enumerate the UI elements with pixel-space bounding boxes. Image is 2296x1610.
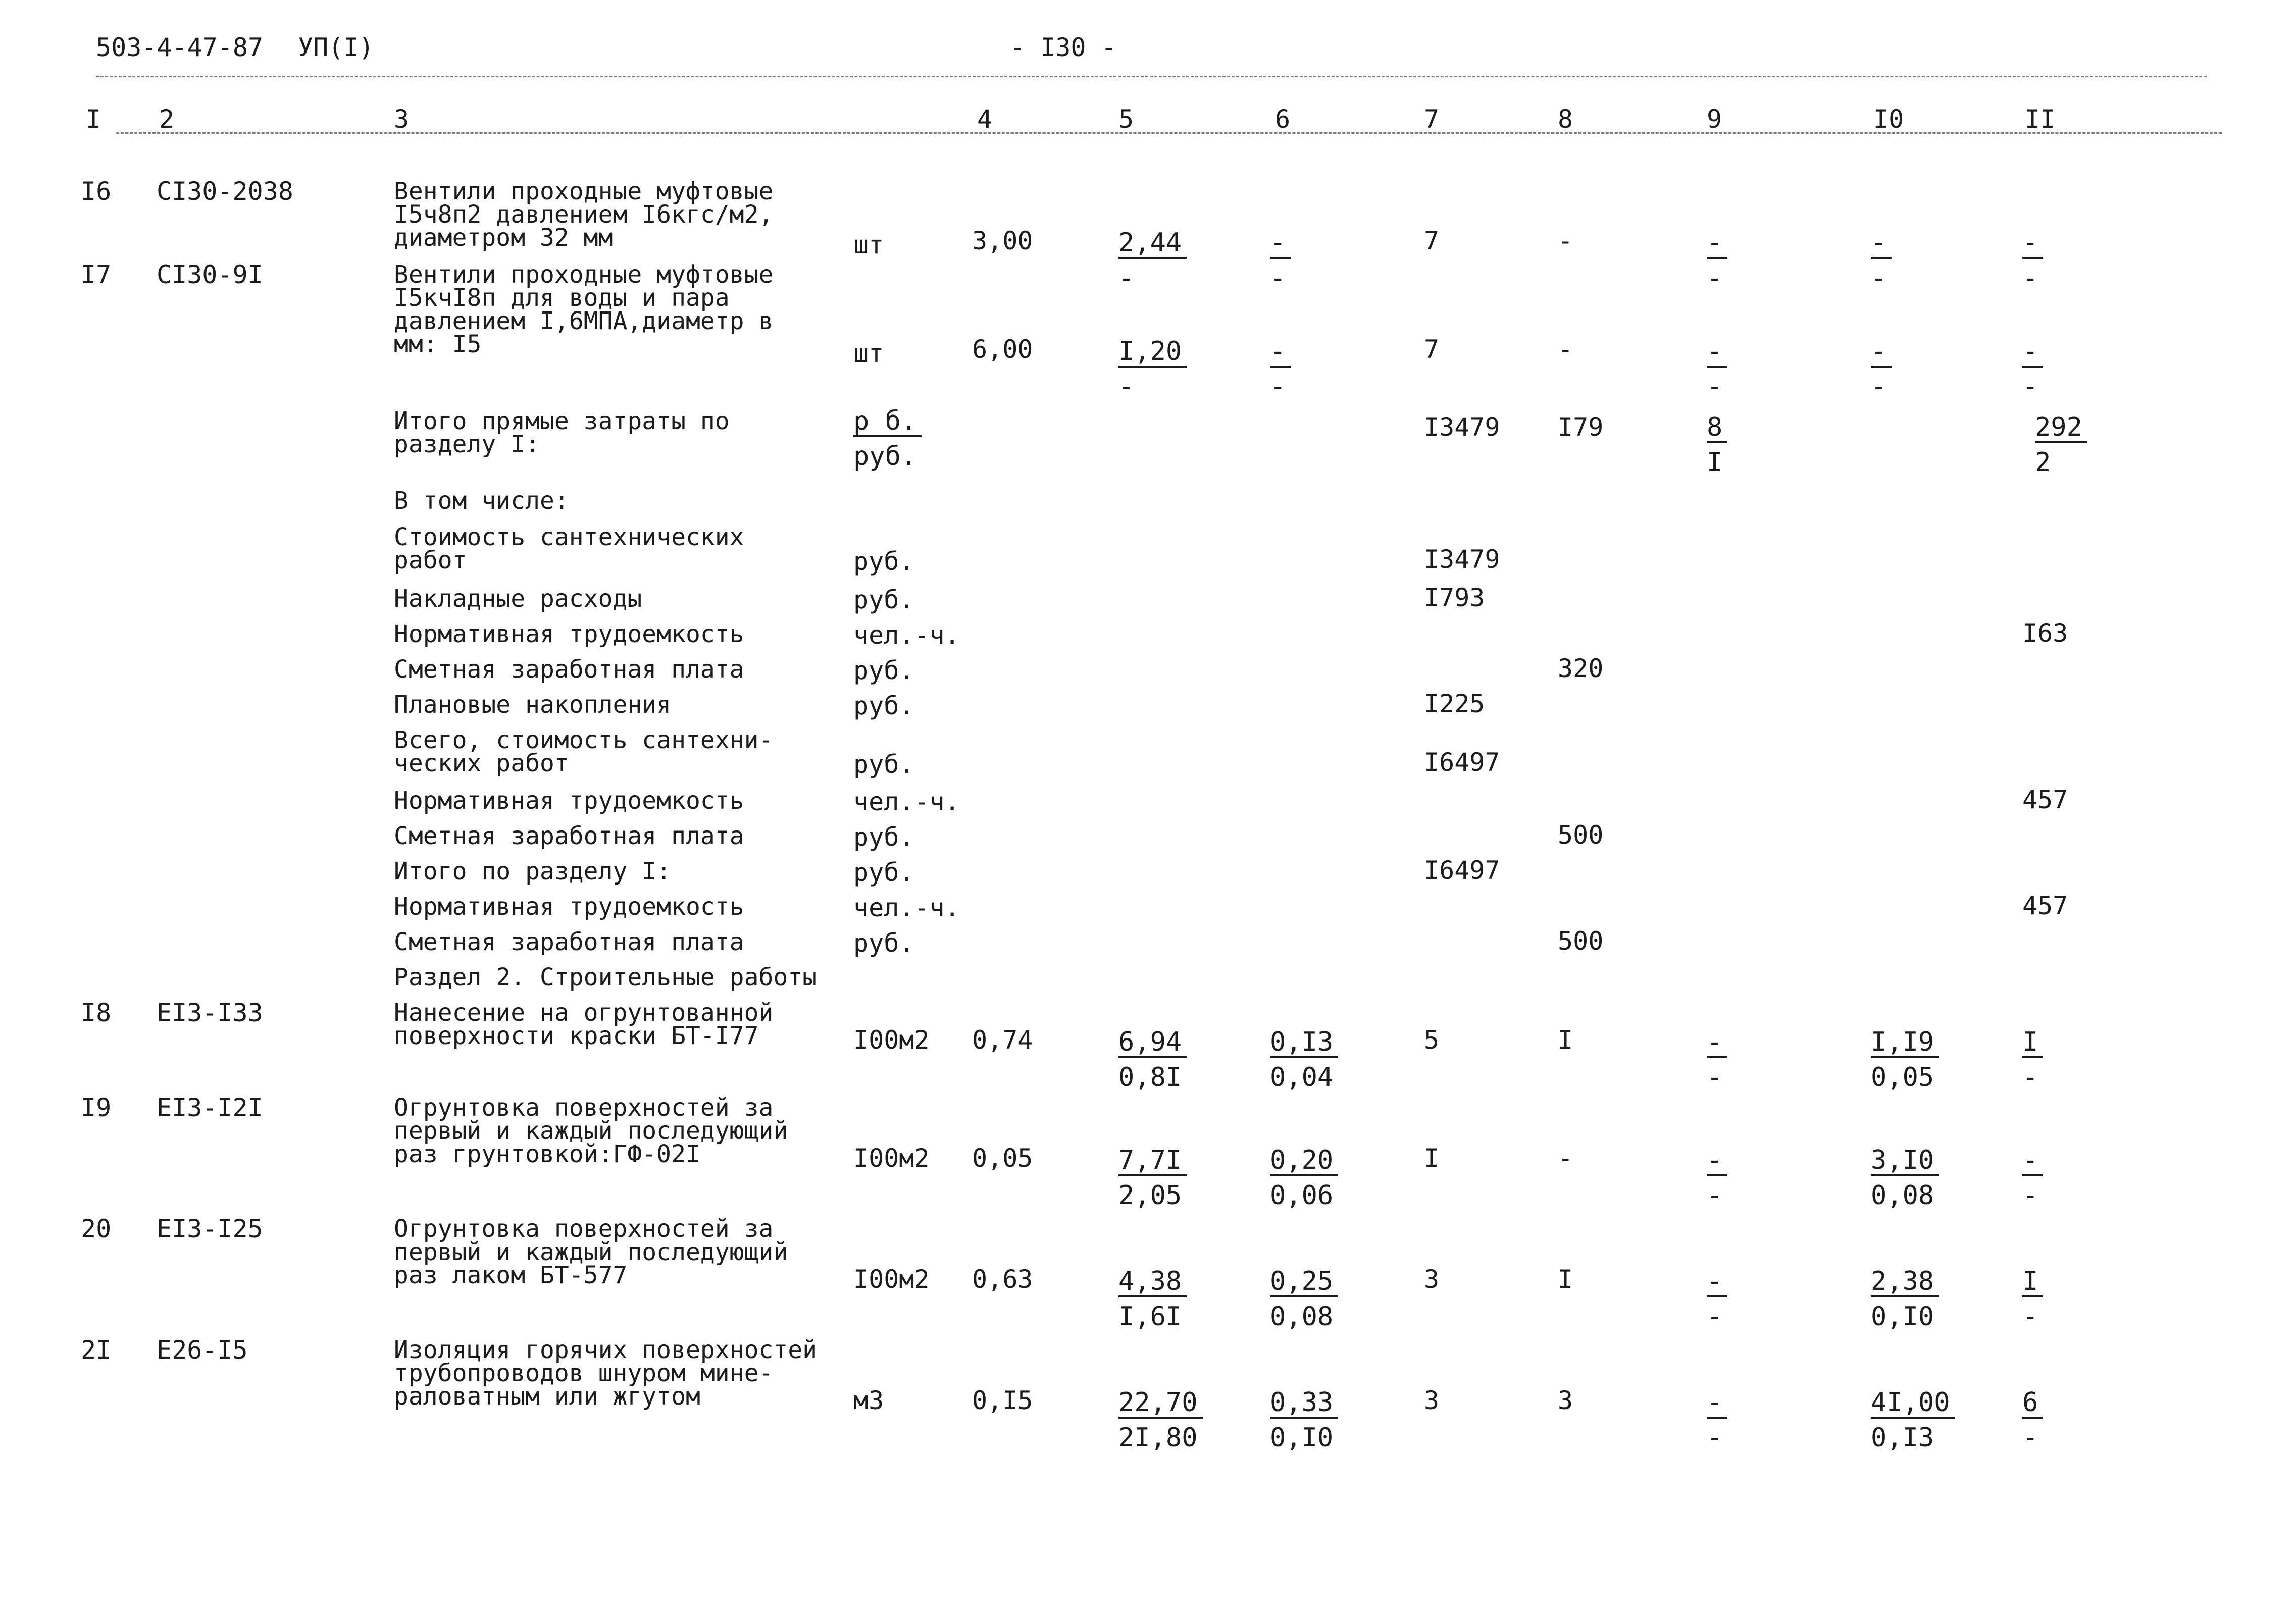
row-unit: I00м2 xyxy=(853,1265,930,1294)
row-col9-denominator: - xyxy=(1707,263,1723,293)
row-col5 xyxy=(1118,337,1187,401)
summary-label-line: Итого по разделу I: xyxy=(394,857,672,886)
row-col5-numerator: 22,70 xyxy=(1118,1388,1203,1419)
row-number: 2I xyxy=(81,1335,112,1365)
row-col7: 7 xyxy=(1424,335,1440,364)
row-description-line: первый и каждый последующий xyxy=(394,1117,788,1145)
row-unit: шт xyxy=(853,339,884,368)
row-col6-denominator: 0,06 xyxy=(1270,1180,1334,1211)
row-code: EI3-I2I xyxy=(157,1093,263,1122)
header-rule-bottom xyxy=(116,132,2222,134)
summary-col7: I793 xyxy=(1424,583,1485,612)
row-description-line: раз грунтовкой:ГФ-02I xyxy=(394,1140,700,1168)
summary-unit: чел.-ч. xyxy=(853,893,960,922)
row-col5-denominator: - xyxy=(1118,263,1135,293)
row-col8: - xyxy=(1558,1144,1573,1173)
row-description-line: I5кчI8п для воды и пара xyxy=(394,284,730,312)
row-col11-numerator: 6 xyxy=(2022,1388,2043,1419)
summary-label-line: Нормативная трудоемкость xyxy=(394,787,744,815)
row-col9-numerator: - xyxy=(1707,337,1727,368)
row-col6 xyxy=(1270,1267,1338,1331)
direct-costs-col11-denominator: 2 xyxy=(2035,447,2051,478)
row-description-line: Огрунтовка поверхностей за xyxy=(394,1094,774,1122)
row-col5-denominator: 0,8I xyxy=(1118,1062,1182,1093)
row-col10-denominator: 0,08 xyxy=(1871,1180,1934,1211)
row-col9-denominator: - xyxy=(1707,372,1723,402)
row-quantity: 0,63 xyxy=(972,1265,1033,1294)
row-number: I7 xyxy=(81,260,112,289)
row-description-line: раловатным или жгутом xyxy=(394,1382,700,1411)
summary-unit: руб. xyxy=(853,656,914,685)
summary-col7: I225 xyxy=(1424,689,1485,718)
row-col9-numerator: - xyxy=(1707,1388,1727,1419)
row-col10-denominator: 0,05 xyxy=(1871,1062,1934,1093)
row-col5 xyxy=(1118,1146,1187,1210)
row-code: EI3-I25 xyxy=(157,1214,263,1243)
row-description-line: Вентили проходные муфтовые xyxy=(394,177,774,205)
row-col5-numerator: 7,7I xyxy=(1118,1146,1187,1176)
row-col10-numerator: I,I9 xyxy=(1871,1028,1939,1058)
row-col10 xyxy=(1871,1388,1955,1452)
row-col6-denominator: 0,08 xyxy=(1270,1302,1334,1332)
row-col10 xyxy=(1871,229,1892,292)
row-quantity: 3,00 xyxy=(972,226,1033,255)
row-col5-numerator: 6,94 xyxy=(1118,1028,1187,1058)
summary-unit: руб. xyxy=(853,858,914,887)
column-number: 8 xyxy=(1558,105,1573,134)
row-col8: I xyxy=(1558,1025,1573,1055)
row-col5 xyxy=(1118,229,1187,292)
document-code: 503-4-47-87 xyxy=(96,33,264,62)
row-col6 xyxy=(1270,1146,1338,1210)
row-code: CI30-9I xyxy=(157,260,263,289)
row-col6-denominator: 0,04 xyxy=(1270,1062,1334,1093)
row-unit: м3 xyxy=(853,1386,884,1415)
row-col5 xyxy=(1118,1267,1187,1331)
row-description-line: мм: I5 xyxy=(394,330,482,358)
row-col7: I xyxy=(1424,1144,1440,1173)
summary-label-line: Сметная заработная плата xyxy=(394,655,744,684)
row-col10-numerator: 2,38 xyxy=(1871,1267,1939,1297)
row-description-line: Огрунтовка поверхностей за xyxy=(394,1215,774,1243)
row-number: 20 xyxy=(81,1214,112,1243)
row-unit: I00м2 xyxy=(853,1144,930,1173)
summary-label-line: ческих работ xyxy=(394,749,569,777)
summary-col8: 500 xyxy=(1558,820,1604,850)
section-2-heading: Раздел 2. Строительные работы xyxy=(394,963,818,992)
row-col11 xyxy=(2022,1146,2043,1210)
direct-costs-col11-numerator: 292 xyxy=(2035,413,2087,443)
row-quantity: 0,05 xyxy=(972,1144,1033,1173)
summary-col11: I63 xyxy=(2022,618,2068,648)
direct-costs-col9-denominator: I xyxy=(1707,447,1723,478)
row-col11 xyxy=(2022,1028,2043,1092)
row-number: I8 xyxy=(81,998,112,1027)
summary-col8: 500 xyxy=(1558,926,1604,956)
row-col9 xyxy=(1707,337,1727,401)
row-col10-denominator: - xyxy=(1871,372,1887,402)
row-quantity: 6,00 xyxy=(972,335,1033,364)
direct-costs-label: разделу I: xyxy=(394,430,540,458)
row-col10 xyxy=(1871,1028,1939,1092)
row-description-line: I5ч8п2 давлением I6кгс/м2, xyxy=(394,200,774,229)
row-col11 xyxy=(2022,1267,2043,1331)
column-number: I xyxy=(86,105,101,134)
row-col6-numerator: 0,I3 xyxy=(1270,1028,1338,1058)
row-col8: I xyxy=(1558,1265,1573,1294)
row-col11-numerator: I xyxy=(2022,1267,2043,1297)
row-col10-numerator: - xyxy=(1871,229,1892,259)
row-col9 xyxy=(1707,1388,1727,1452)
including-label: В том числе: xyxy=(394,487,569,515)
row-col11 xyxy=(2022,229,2043,292)
row-col10 xyxy=(1871,1146,1939,1210)
summary-unit: чел.-ч. xyxy=(853,787,960,816)
row-col5-numerator: 2,44 xyxy=(1118,229,1187,259)
row-col5-denominator: 2,05 xyxy=(1118,1180,1182,1211)
row-number: I9 xyxy=(81,1093,112,1122)
summary-col11: 457 xyxy=(2022,785,2068,814)
direct-costs-col9-numerator: 8 xyxy=(1707,413,1727,443)
row-description-line: Нанесение на огрунтованной xyxy=(394,999,774,1027)
summary-unit: руб. xyxy=(853,585,914,614)
row-col7: 3 xyxy=(1424,1265,1440,1294)
summary-unit: руб. xyxy=(853,822,914,852)
header-rule-top xyxy=(96,76,2207,77)
summary-label-line: Накладные расходы xyxy=(394,585,642,613)
row-col8: - xyxy=(1558,226,1573,255)
direct-costs-unit-top: р б. xyxy=(853,407,922,437)
row-code: E26-I5 xyxy=(157,1335,248,1365)
row-col9-numerator: - xyxy=(1707,229,1727,259)
row-col10-denominator: 0,I0 xyxy=(1871,1302,1934,1332)
row-col5-denominator: I,6I xyxy=(1118,1302,1182,1332)
summary-col8: 320 xyxy=(1558,654,1604,683)
row-col6 xyxy=(1270,1028,1338,1092)
column-number: I0 xyxy=(1873,105,1904,134)
summary-label-line: Сметная заработная плата xyxy=(394,822,744,850)
row-quantity: 0,I5 xyxy=(972,1386,1033,1415)
row-description-line: трубопроводов шнуром мине- xyxy=(394,1359,774,1387)
row-unit: I00м2 xyxy=(853,1025,930,1055)
direct-costs-label: Итого прямые затраты по xyxy=(394,407,730,435)
row-description-line: раз лаком БТ-577 xyxy=(394,1261,628,1289)
row-col9-denominator: - xyxy=(1707,1302,1723,1332)
row-col11-denominator: - xyxy=(2022,263,2038,293)
row-col6-denominator: - xyxy=(1270,263,1286,293)
row-col11-numerator: I xyxy=(2022,1028,2043,1058)
row-col10-numerator: 4I,00 xyxy=(1871,1388,1955,1419)
column-number: II xyxy=(2025,105,2056,134)
summary-label-line: работ xyxy=(394,546,467,575)
row-col11-numerator: - xyxy=(2022,1146,2043,1176)
summary-label-line: Всего, стоимость сантехни- xyxy=(394,726,774,754)
album-code: УП(I) xyxy=(298,33,374,62)
row-description-line: Изоляция горячих поверхностей xyxy=(394,1336,818,1364)
row-col9-denominator: - xyxy=(1707,1180,1723,1211)
row-code: EI3-I33 xyxy=(157,998,263,1027)
column-number: 3 xyxy=(394,105,410,134)
column-number: 7 xyxy=(1424,105,1440,134)
row-col11 xyxy=(2022,1388,2043,1452)
row-col10 xyxy=(1871,337,1892,401)
row-col7: 3 xyxy=(1424,1386,1440,1415)
column-number: 2 xyxy=(159,105,175,134)
row-number: I6 xyxy=(81,177,112,206)
row-quantity: 0,74 xyxy=(972,1025,1033,1055)
row-col6 xyxy=(1270,337,1291,401)
row-col11-denominator: - xyxy=(2022,1180,2038,1211)
page-number: - I30 - xyxy=(1010,33,1116,62)
summary-unit: руб. xyxy=(853,928,914,958)
row-col11-denominator: - xyxy=(2022,372,2038,402)
row-col9-denominator: - xyxy=(1707,1062,1723,1093)
row-col11-numerator: - xyxy=(2022,337,2043,368)
row-col6 xyxy=(1270,1388,1338,1452)
row-col6 xyxy=(1270,229,1291,292)
row-col9 xyxy=(1707,1267,1727,1331)
summary-label-line: Нормативная трудоемкость xyxy=(394,893,744,921)
row-description-line: Вентили проходные муфтовые xyxy=(394,261,774,289)
direct-costs-col7: I3479 xyxy=(1424,412,1500,442)
row-description-line: первый и каждый последующий xyxy=(394,1238,788,1266)
row-col10-denominator: 0,I3 xyxy=(1871,1423,1934,1453)
row-col5-numerator: I,20 xyxy=(1118,337,1187,368)
row-col10-numerator: 3,I0 xyxy=(1871,1146,1939,1176)
row-col6-numerator: 0,25 xyxy=(1270,1267,1338,1297)
row-col5 xyxy=(1118,1388,1203,1452)
summary-label-line: Нормативная трудоемкость xyxy=(394,620,744,648)
row-code: CI30-2038 xyxy=(157,177,293,206)
summary-unit: чел.-ч. xyxy=(853,620,960,650)
row-col6-numerator: 0,33 xyxy=(1270,1388,1338,1419)
row-col8: 3 xyxy=(1558,1386,1573,1415)
column-number: 9 xyxy=(1707,105,1722,134)
column-number: 4 xyxy=(977,105,993,134)
summary-col7: I6497 xyxy=(1424,748,1500,777)
summary-col11: 457 xyxy=(2022,891,2068,920)
row-col6-numerator: - xyxy=(1270,337,1291,368)
direct-costs-unit xyxy=(853,407,922,471)
row-col11-denominator: - xyxy=(2022,1423,2038,1453)
row-col9-denominator: - xyxy=(1707,1423,1723,1453)
row-col8: - xyxy=(1558,335,1573,364)
summary-unit: руб. xyxy=(853,547,914,576)
row-col5-denominator: 2I,80 xyxy=(1118,1423,1198,1453)
row-col6-denominator: - xyxy=(1270,372,1286,402)
direct-costs-col11 xyxy=(2035,413,2087,477)
row-col5-numerator: 4,38 xyxy=(1118,1267,1187,1297)
summary-unit: руб. xyxy=(853,750,914,779)
row-col6-numerator: - xyxy=(1270,229,1291,259)
row-col11-numerator: - xyxy=(2022,229,2043,259)
row-unit: шт xyxy=(853,230,884,259)
row-col9 xyxy=(1707,229,1727,292)
row-col7: 5 xyxy=(1424,1025,1440,1055)
summary-unit: руб. xyxy=(853,691,914,720)
row-col9-numerator: - xyxy=(1707,1146,1727,1176)
row-col9 xyxy=(1707,1146,1727,1210)
row-col7: 7 xyxy=(1424,226,1440,255)
row-description-line: диаметром 32 мм xyxy=(394,224,613,252)
column-number: 5 xyxy=(1118,105,1134,134)
row-col6-denominator: 0,I0 xyxy=(1270,1423,1334,1453)
row-col5 xyxy=(1118,1028,1187,1092)
direct-costs-col9 xyxy=(1707,413,1727,477)
row-col11 xyxy=(2022,337,2043,401)
row-col10-denominator: - xyxy=(1871,263,1887,293)
row-col9-numerator: - xyxy=(1707,1267,1727,1297)
summary-col7: I3479 xyxy=(1424,545,1500,574)
row-col9-numerator: - xyxy=(1707,1028,1727,1058)
row-col10-numerator: - xyxy=(1871,337,1892,368)
row-col5-denominator: - xyxy=(1118,372,1135,402)
row-col11-denominator: - xyxy=(2022,1062,2038,1093)
row-description-line: давлением I,6МПА,диаметр в xyxy=(394,307,774,335)
summary-col7: I6497 xyxy=(1424,856,1500,885)
summary-label-line: Сметная заработная плата xyxy=(394,928,744,956)
column-number: 6 xyxy=(1275,105,1291,134)
row-col10 xyxy=(1871,1267,1939,1331)
row-col6-numerator: 0,20 xyxy=(1270,1146,1338,1176)
row-col11-denominator: - xyxy=(2022,1302,2038,1332)
direct-costs-col8: I79 xyxy=(1558,412,1604,442)
row-description-line: поверхности краски БТ-I77 xyxy=(394,1022,759,1050)
row-col9 xyxy=(1707,1028,1727,1092)
summary-label-line: Стоимость сантехнических xyxy=(394,523,744,551)
direct-costs-unit-bottom: руб. xyxy=(853,441,917,472)
summary-label-line: Плановые накопления xyxy=(394,691,672,719)
